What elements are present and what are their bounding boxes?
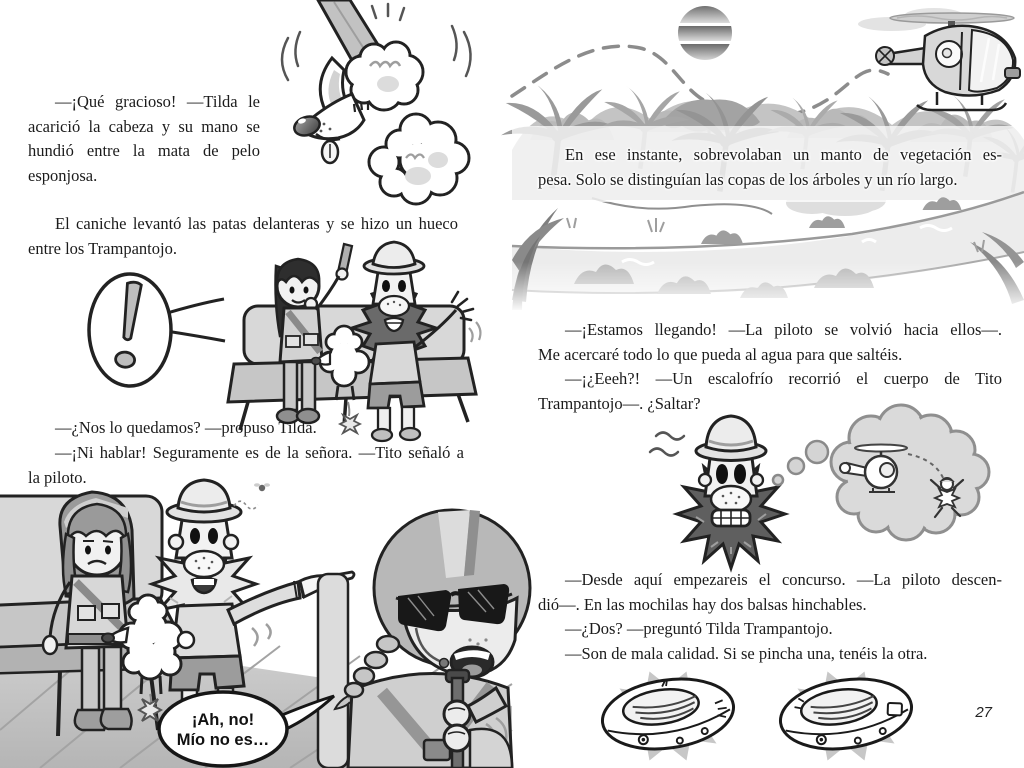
- pilot: [318, 510, 530, 768]
- bench-scene-illustration: [226, 244, 476, 440]
- paragraph-7: [538, 568, 1002, 666]
- paragraph-5: [538, 143, 1002, 192]
- scare-squiggles: [650, 433, 684, 456]
- paragraph-1: [28, 90, 260, 188]
- bubble-line: Mío no es…: [176, 731, 270, 749]
- headset-mic: [440, 659, 449, 668]
- text-line: —¡Qué gracioso! —Tilda le: [55, 92, 260, 111]
- poodle-chest-fluff: [369, 114, 469, 204]
- text-line: En ese instante, sobrevolaban un manto de vegetación es-: [565, 145, 1002, 164]
- raft-patch: [888, 703, 902, 715]
- thought-cloud: [831, 405, 989, 540]
- poodle-face: [292, 94, 368, 163]
- text-line: —¿Nos lo quedamos? —propuso Tilda.: [55, 418, 317, 437]
- exclamation-bubble-illustration: [82, 268, 232, 396]
- thought-dots: [773, 441, 828, 485]
- text-line: —¿Dos? —preguntó Tilda Trampantojo.: [565, 619, 833, 638]
- raft-2: [776, 671, 916, 760]
- paragraph-3: [28, 416, 464, 441]
- text-line: hundió entre la mata de pelo: [28, 141, 260, 160]
- scared-tito-illustration: [626, 402, 992, 574]
- text-line: la piloto.: [28, 467, 87, 487]
- text-line: —¡¿Eeeh?! —Un escalofrío recorrió el cuerpo de Tito: [565, 369, 1002, 388]
- text-line: Trampantojo—. ¿Saltar?: [538, 393, 701, 413]
- text-line: —¡Estamos llegando! —La piloto se volvió hacia ellos—.: [565, 320, 1002, 339]
- rafts-illustration: [586, 660, 938, 768]
- text-line: pesa. Solo se distinguían las copas de los árboles y un río largo.: [538, 169, 958, 189]
- text-line: —Son de mala calidad. Si se pincha una, tenéis la otra.: [565, 643, 928, 663]
- page-number: 27: [975, 704, 992, 721]
- sun-icon: [676, 5, 734, 61]
- text-line: dió—. En las mochilas hay dos balsas hinchables.: [538, 594, 867, 614]
- text-line: acarició la cabeza y su mano se: [28, 116, 260, 136]
- text-line: —Desde aquí empezareis el concurso. —La piloto descen-: [565, 570, 1002, 589]
- text-line: entre los Trampantojo.: [28, 238, 177, 258]
- raft-1: [598, 670, 738, 760]
- pilot-speech-bubble-text: [160, 710, 286, 750]
- text-line: Me acercaré todo lo que pueda al agua para que saltéis.: [538, 344, 903, 364]
- text-line: esponjosa.: [28, 165, 98, 185]
- text-line: El caniche levantó las patas delanteras y se hizo un hueco: [55, 214, 458, 233]
- text-line: —¡Ni hablar! Seguramente es de la señora. —Tito señaló a: [55, 443, 464, 462]
- scared-tito-head: [677, 416, 785, 568]
- poodle-petting-illustration: [266, 0, 502, 214]
- bubble-line: ¡Ah, no!: [191, 711, 255, 729]
